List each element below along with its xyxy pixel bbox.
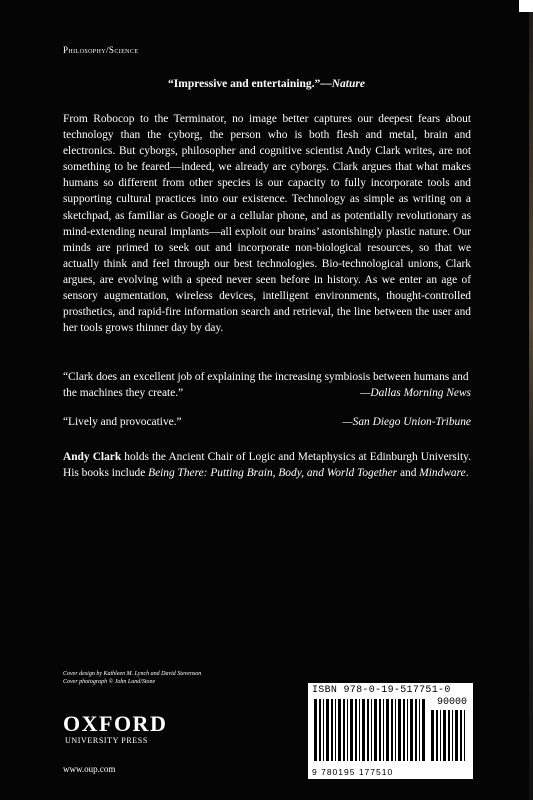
barcode-bar — [419, 699, 420, 761]
barcode-bar — [371, 699, 372, 761]
author-name: Andy Clark — [63, 451, 122, 463]
barcode-bar — [448, 710, 450, 761]
author-bio — [63, 449, 471, 481]
category-label: Philosophy/Science — [63, 45, 139, 55]
barcode-bar — [338, 699, 341, 761]
bio-text-3: . — [465, 467, 469, 480]
bio-text-2: and — [397, 467, 420, 480]
barcode-bar — [347, 699, 348, 761]
barcode-bar — [323, 699, 324, 761]
barcode — [308, 683, 473, 779]
publisher-sub: UNIVERSITY PRESS — [65, 736, 148, 745]
barcode-bar — [383, 699, 384, 761]
barcode-bar — [431, 710, 434, 761]
barcode-bar — [410, 699, 413, 761]
barcode-bar — [350, 699, 353, 761]
barcode-bar — [436, 710, 438, 761]
publisher-name: OXFORD — [63, 711, 168, 736]
review-quote-1 — [63, 369, 471, 401]
barcode-bar — [326, 699, 329, 761]
barcode-bar — [331, 699, 333, 761]
barcode-bar — [355, 699, 357, 761]
publisher-url: www.oup.com — [63, 764, 116, 774]
barcode-bar — [319, 699, 321, 761]
barcode-bar — [379, 699, 381, 761]
page-corner — [519, 0, 533, 12]
barcode-bar — [443, 710, 446, 761]
cover-credits — [63, 671, 201, 686]
barcode-bar — [314, 699, 317, 761]
barcode-bar — [386, 699, 389, 761]
review-quote-2-text: “Lively and provocative.” — [63, 416, 182, 428]
credit-photo: Cover photograph © John Lund/Stone — [63, 678, 156, 685]
bio-text-1: holds the Ancient Chair of Logic and Metaphysics at Edinburgh University. His books include — [63, 451, 471, 480]
isbn-label: ISBN 978-0-19-517751-0 — [312, 685, 451, 696]
headline-text: “Impressive and entertaining.”— — [168, 78, 332, 90]
publisher-logo — [63, 711, 168, 745]
review-quote-2 — [63, 414, 471, 430]
barcode-bar — [374, 699, 377, 761]
barcode-bar — [398, 699, 401, 761]
barcode-bar — [452, 710, 453, 761]
barcode-bar — [407, 699, 408, 761]
barcode-bar — [464, 710, 465, 761]
barcode-bar — [391, 699, 393, 761]
barcode-bar — [460, 710, 462, 761]
barcode-bar — [335, 699, 336, 761]
isbn-digits: 9 780195 177510 — [312, 767, 394, 777]
barcode-bar — [395, 699, 396, 761]
headline-source: Nature — [331, 78, 365, 90]
review-quote-1-source: —Dallas Morning News — [360, 387, 471, 399]
book-title-2: Mindware — [419, 467, 466, 480]
barcode-bar — [343, 699, 345, 761]
headline-quote — [0, 78, 533, 90]
barcode-bar — [362, 699, 365, 761]
price-barcode-bars — [431, 710, 465, 761]
barcode-bars — [308, 683, 473, 779]
main-barcode-bars — [314, 699, 425, 761]
spine-edge — [529, 0, 533, 800]
book-title-1: Being There: Putting Brain, Body, and World Together — [148, 467, 398, 480]
barcode-bar — [403, 699, 405, 761]
barcode-bar — [422, 699, 425, 761]
review-quote-2-source: —San Diego Union-Tribune — [342, 416, 471, 428]
barcode-bar — [440, 710, 441, 761]
barcode-bar — [367, 699, 369, 761]
barcode-bar — [359, 699, 360, 761]
price-code: 90000 — [436, 697, 467, 708]
credit-design: Cover design by Kathleen M. Lynch and David Stevenson — [63, 671, 202, 677]
barcode-bar — [415, 699, 417, 761]
barcode-bar — [455, 710, 458, 761]
review-quote-1-text: “Clark does an excellent job of explaining the increasing symbiosis between humans and the machines they create.” — [63, 371, 469, 400]
blurb-paragraph: From Robocop to the Terminator, no image better captures our deepest fears about technology than the cyborg, the person who is both flesh and metal, brain and electronics. But cyborgs, philosopher and cognitive scientist Andy Clark writes, are not something to be feared—indeed, we already are cyborgs. Clark argues that what makes humans so different from other species is our capacity to fully incorporate tools and supporting cultural practices into our existence. Technology as simple as writing on a sketchpad, as familiar as Google or a cellular phone, and as potentially revolutionary as mind-extending neural implants—all exploit our brains’ astonishingly plastic nature. Our minds are primed to seek out and incorporate non-biological resources, so that we actually think and feel through our best technologies. Bio-technological unions, Clark argues, are evolving with a speed never seen before in history. As we enter an age of sensory augmentation, wireless devices, intelligent environments, thought-controlled prosthetics, and rapid-fire information search and retrieval, the line between the user and her tools grows thinner day by day. — [63, 113, 471, 335]
